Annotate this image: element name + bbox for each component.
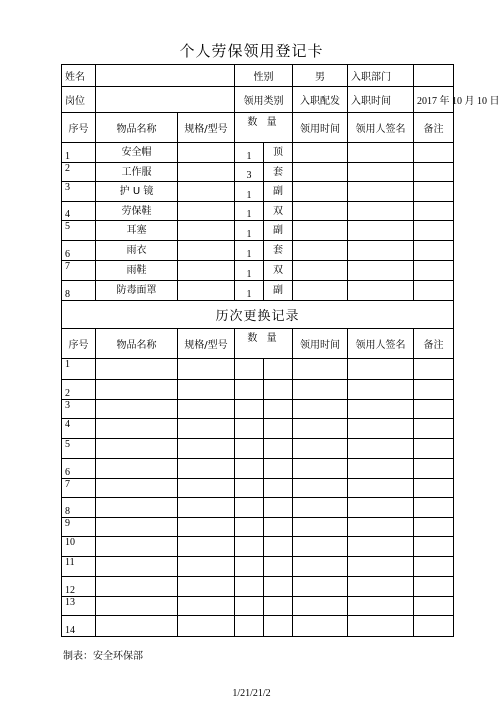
history-spec[interactable] xyxy=(178,577,235,597)
history-qty[interactable] xyxy=(235,439,264,459)
item-name: 安全帽 xyxy=(96,143,178,163)
history-qty[interactable] xyxy=(235,459,264,479)
history-signature[interactable] xyxy=(348,577,414,597)
history-remark[interactable] xyxy=(414,537,454,557)
item-qty: 1 xyxy=(235,202,264,221)
history-row xyxy=(62,359,454,380)
history-item-name[interactable] xyxy=(96,557,178,577)
name-label: 姓名 xyxy=(62,65,96,87)
history-item-name[interactable] xyxy=(96,479,178,498)
item-remark[interactable] xyxy=(414,182,454,202)
category-value[interactable]: 入职配发 xyxy=(293,87,348,113)
history-seq: 9 xyxy=(62,518,96,537)
history-spec[interactable] xyxy=(178,380,235,400)
item-seq: 3 xyxy=(62,182,96,202)
item-spec[interactable] xyxy=(178,241,235,261)
item-seq: 6 xyxy=(62,241,96,261)
item-seq: 8 xyxy=(62,281,96,301)
name-value[interactable] xyxy=(96,65,235,87)
position-label: 岗位 xyxy=(62,87,96,113)
entry-time-value[interactable]: 2017 年 10 月 10 日 xyxy=(414,87,454,113)
history-unit[interactable] xyxy=(264,459,293,479)
history-row xyxy=(62,616,454,637)
history-title: 历次更换记录 xyxy=(62,301,454,329)
history-row xyxy=(62,400,454,419)
history-time[interactable] xyxy=(293,380,348,400)
history-spec[interactable] xyxy=(178,359,235,380)
history-time[interactable] xyxy=(293,359,348,380)
history-seq: 3 xyxy=(62,400,96,419)
history-seq: 2 xyxy=(62,380,96,400)
history-time[interactable] xyxy=(293,616,348,637)
issued-item-row xyxy=(62,182,454,202)
history-time[interactable] xyxy=(293,419,348,439)
history-header-qty: 数 量 xyxy=(235,329,293,359)
header-item-name: 物品名称 xyxy=(96,113,178,143)
item-signature[interactable] xyxy=(348,261,414,281)
history-seq: 4 xyxy=(62,419,96,439)
history-unit[interactable] xyxy=(264,518,293,537)
history-header-row xyxy=(62,329,454,359)
history-row xyxy=(62,459,454,479)
history-spec[interactable] xyxy=(178,439,235,459)
item-spec[interactable] xyxy=(178,182,235,202)
header-spec: 规格/型号 xyxy=(178,113,235,143)
item-time[interactable] xyxy=(293,221,348,241)
item-name: 护 U 镜 xyxy=(96,182,178,202)
history-remark[interactable] xyxy=(414,419,454,439)
history-time[interactable] xyxy=(293,557,348,577)
card-title: 个人劳保领用登记卡 xyxy=(179,42,324,60)
history-item-name[interactable] xyxy=(96,459,178,479)
history-unit[interactable] xyxy=(264,616,293,637)
item-unit: 双 xyxy=(264,202,293,221)
history-item-name[interactable] xyxy=(96,577,178,597)
item-qty: 1 xyxy=(235,182,264,202)
info-row-1 xyxy=(62,65,454,87)
issued-item-row xyxy=(62,261,454,281)
history-qty[interactable] xyxy=(235,616,264,637)
item-signature[interactable] xyxy=(348,163,414,182)
history-signature[interactable] xyxy=(348,616,414,637)
history-row xyxy=(62,577,454,597)
history-spec[interactable] xyxy=(178,537,235,557)
item-time[interactable] xyxy=(293,163,348,182)
history-seq: 6 xyxy=(62,459,96,479)
item-signature[interactable] xyxy=(348,143,414,163)
item-unit: 副 xyxy=(264,221,293,241)
item-time[interactable] xyxy=(293,202,348,221)
history-signature[interactable] xyxy=(348,537,414,557)
item-spec[interactable] xyxy=(178,261,235,281)
history-header-seq: 序号 xyxy=(62,329,96,359)
history-row xyxy=(62,498,454,518)
history-remark[interactable] xyxy=(414,400,454,419)
history-qty[interactable] xyxy=(235,380,264,400)
header-seq: 序号 xyxy=(62,113,96,143)
item-qty: 3 xyxy=(235,163,264,182)
item-remark[interactable] xyxy=(414,281,454,301)
history-title-row xyxy=(62,301,454,329)
history-seq: 8 xyxy=(62,498,96,518)
issued-item-row xyxy=(62,143,454,163)
history-header-remark: 备注 xyxy=(414,329,454,359)
history-unit[interactable] xyxy=(264,400,293,419)
history-item-name[interactable] xyxy=(96,616,178,637)
history-remark[interactable] xyxy=(414,380,454,400)
history-time[interactable] xyxy=(293,498,348,518)
history-item-name[interactable] xyxy=(96,518,178,537)
item-spec[interactable] xyxy=(178,202,235,221)
item-remark[interactable] xyxy=(414,143,454,163)
history-time[interactable] xyxy=(293,518,348,537)
history-qty[interactable] xyxy=(235,498,264,518)
item-remark[interactable] xyxy=(414,202,454,221)
issued-item-row xyxy=(62,163,454,182)
item-unit: 副 xyxy=(264,182,293,202)
history-qty[interactable] xyxy=(235,419,264,439)
item-remark[interactable] xyxy=(414,221,454,241)
item-qty: 1 xyxy=(235,281,264,301)
issued-header-row xyxy=(62,113,454,143)
category-label: 领用类别 xyxy=(235,87,293,113)
history-remark[interactable] xyxy=(414,557,454,577)
history-seq: 12 xyxy=(62,577,96,597)
history-unit[interactable] xyxy=(264,498,293,518)
item-signature[interactable] xyxy=(348,221,414,241)
history-time[interactable] xyxy=(293,537,348,557)
history-spec[interactable] xyxy=(178,597,235,616)
header-signature: 领用人签名 xyxy=(348,113,414,143)
history-signature[interactable] xyxy=(348,400,414,419)
registration-table xyxy=(61,64,500,637)
history-seq: 7 xyxy=(62,479,96,498)
history-seq: 13 xyxy=(62,597,96,616)
item-name: 劳保鞋 xyxy=(96,202,178,221)
history-item-name[interactable] xyxy=(96,439,178,459)
history-qty[interactable] xyxy=(235,479,264,498)
item-qty: 1 xyxy=(235,241,264,261)
item-spec[interactable] xyxy=(178,221,235,241)
item-signature[interactable] xyxy=(348,241,414,261)
item-seq: 5 xyxy=(62,221,96,241)
issued-item-row xyxy=(62,241,454,261)
item-spec[interactable] xyxy=(178,143,235,163)
issued-item-row xyxy=(62,221,454,241)
history-item-name[interactable] xyxy=(96,597,178,616)
header-qty: 数 量 xyxy=(235,113,293,143)
item-name: 雨衣 xyxy=(96,241,178,261)
item-unit: 顶 xyxy=(264,143,293,163)
history-spec[interactable] xyxy=(178,616,235,637)
item-unit: 副 xyxy=(264,281,293,301)
history-remark[interactable] xyxy=(414,439,454,459)
history-signature[interactable] xyxy=(348,380,414,400)
item-signature[interactable] xyxy=(348,281,414,301)
history-unit[interactable] xyxy=(264,439,293,459)
item-unit: 套 xyxy=(264,163,293,182)
history-qty[interactable] xyxy=(235,557,264,577)
history-time[interactable] xyxy=(293,479,348,498)
history-unit[interactable] xyxy=(264,557,293,577)
history-spec[interactable] xyxy=(178,419,235,439)
history-spec[interactable] xyxy=(178,459,235,479)
history-spec[interactable] xyxy=(178,479,235,498)
header-remark: 备注 xyxy=(414,113,454,143)
history-qty[interactable] xyxy=(235,518,264,537)
history-item-name[interactable] xyxy=(96,400,178,419)
item-qty: 1 xyxy=(235,221,264,241)
history-unit[interactable] xyxy=(264,577,293,597)
item-seq: 1 xyxy=(62,143,96,163)
history-remark[interactable] xyxy=(414,616,454,637)
history-remark[interactable] xyxy=(414,518,454,537)
history-item-name[interactable] xyxy=(96,537,178,557)
entry-time-label: 入职时间 xyxy=(348,87,414,113)
history-signature[interactable] xyxy=(348,518,414,537)
item-qty: 1 xyxy=(235,143,264,163)
history-seq: 1 xyxy=(62,359,96,380)
item-time[interactable] xyxy=(293,261,348,281)
history-seq: 10 xyxy=(62,537,96,557)
history-unit[interactable] xyxy=(264,419,293,439)
history-item-name[interactable] xyxy=(96,359,178,380)
history-row xyxy=(62,439,454,459)
history-time[interactable] xyxy=(293,439,348,459)
history-signature[interactable] xyxy=(348,498,414,518)
history-item-name[interactable] xyxy=(96,380,178,400)
history-unit[interactable] xyxy=(264,479,293,498)
item-time[interactable] xyxy=(293,182,348,202)
history-header-item-name: 物品名称 xyxy=(96,329,178,359)
item-remark[interactable] xyxy=(414,241,454,261)
history-row xyxy=(62,518,454,537)
item-unit: 双 xyxy=(264,261,293,281)
history-spec[interactable] xyxy=(178,557,235,577)
history-qty[interactable] xyxy=(235,577,264,597)
history-seq: 5 xyxy=(62,439,96,459)
gender-value[interactable]: 男 xyxy=(293,65,348,87)
item-name: 耳塞 xyxy=(96,221,178,241)
item-time[interactable] xyxy=(293,241,348,261)
history-unit[interactable] xyxy=(264,537,293,557)
history-seq: 11 xyxy=(62,557,96,577)
history-time[interactable] xyxy=(293,459,348,479)
history-remark[interactable] xyxy=(414,459,454,479)
header-time: 领用时间 xyxy=(293,113,348,143)
item-time[interactable] xyxy=(293,143,348,163)
history-spec[interactable] xyxy=(178,498,235,518)
history-signature[interactable] xyxy=(348,419,414,439)
history-item-name[interactable] xyxy=(96,498,178,518)
gender-label: 性别 xyxy=(235,65,293,87)
dept-label: 入职部门 xyxy=(348,65,414,87)
history-row xyxy=(62,597,454,616)
history-row xyxy=(62,419,454,439)
item-unit: 套 xyxy=(264,241,293,261)
info-row-2 xyxy=(62,87,454,113)
item-seq: 7 xyxy=(62,261,96,281)
history-header-time: 领用时间 xyxy=(293,329,348,359)
history-remark[interactable] xyxy=(414,479,454,498)
issued-item-row xyxy=(62,281,454,301)
history-item-name[interactable] xyxy=(96,419,178,439)
history-signature[interactable] xyxy=(348,597,414,616)
history-remark[interactable] xyxy=(414,577,454,597)
item-qty: 1 xyxy=(235,261,264,281)
history-remark[interactable] xyxy=(414,359,454,380)
history-signature[interactable] xyxy=(348,439,414,459)
item-spec[interactable] xyxy=(178,163,235,182)
position-value[interactable] xyxy=(96,87,235,113)
item-seq: 2 xyxy=(62,163,96,182)
history-unit[interactable] xyxy=(264,597,293,616)
history-unit[interactable] xyxy=(264,380,293,400)
history-signature[interactable] xyxy=(348,459,414,479)
history-remark[interactable] xyxy=(414,498,454,518)
history-qty[interactable] xyxy=(235,400,264,419)
item-name: 防毒面罩 xyxy=(96,281,178,301)
history-row xyxy=(62,479,454,498)
history-time[interactable] xyxy=(293,597,348,616)
item-signature[interactable] xyxy=(348,202,414,221)
history-qty[interactable] xyxy=(235,597,264,616)
history-qty[interactable] xyxy=(235,537,264,557)
page-number: 1/21/21/2 xyxy=(232,688,271,699)
history-seq: 14 xyxy=(62,616,96,637)
history-time[interactable] xyxy=(293,400,348,419)
history-time[interactable] xyxy=(293,577,348,597)
history-row xyxy=(62,380,454,400)
item-time[interactable] xyxy=(293,281,348,301)
item-signature[interactable] xyxy=(348,182,414,202)
history-header-spec: 规格/型号 xyxy=(178,329,235,359)
history-signature[interactable] xyxy=(348,479,414,498)
history-row xyxy=(62,537,454,557)
history-spec[interactable] xyxy=(178,400,235,419)
history-unit[interactable] xyxy=(264,359,293,380)
footer-note: 制表：安全环保部 xyxy=(63,651,143,662)
item-remark[interactable] xyxy=(414,261,454,281)
item-seq: 4 xyxy=(62,202,96,221)
item-name: 工作服 xyxy=(96,163,178,182)
dept-value[interactable] xyxy=(414,65,454,87)
history-qty[interactable] xyxy=(235,359,264,380)
history-signature[interactable] xyxy=(348,557,414,577)
history-row xyxy=(62,557,454,577)
history-spec[interactable] xyxy=(178,518,235,537)
item-spec[interactable] xyxy=(178,281,235,301)
history-signature[interactable] xyxy=(348,359,414,380)
issued-item-row xyxy=(62,202,454,221)
item-remark[interactable] xyxy=(414,163,454,182)
history-remark[interactable] xyxy=(414,597,454,616)
item-name: 雨鞋 xyxy=(96,261,178,281)
history-header-signature: 领用人签名 xyxy=(348,329,414,359)
